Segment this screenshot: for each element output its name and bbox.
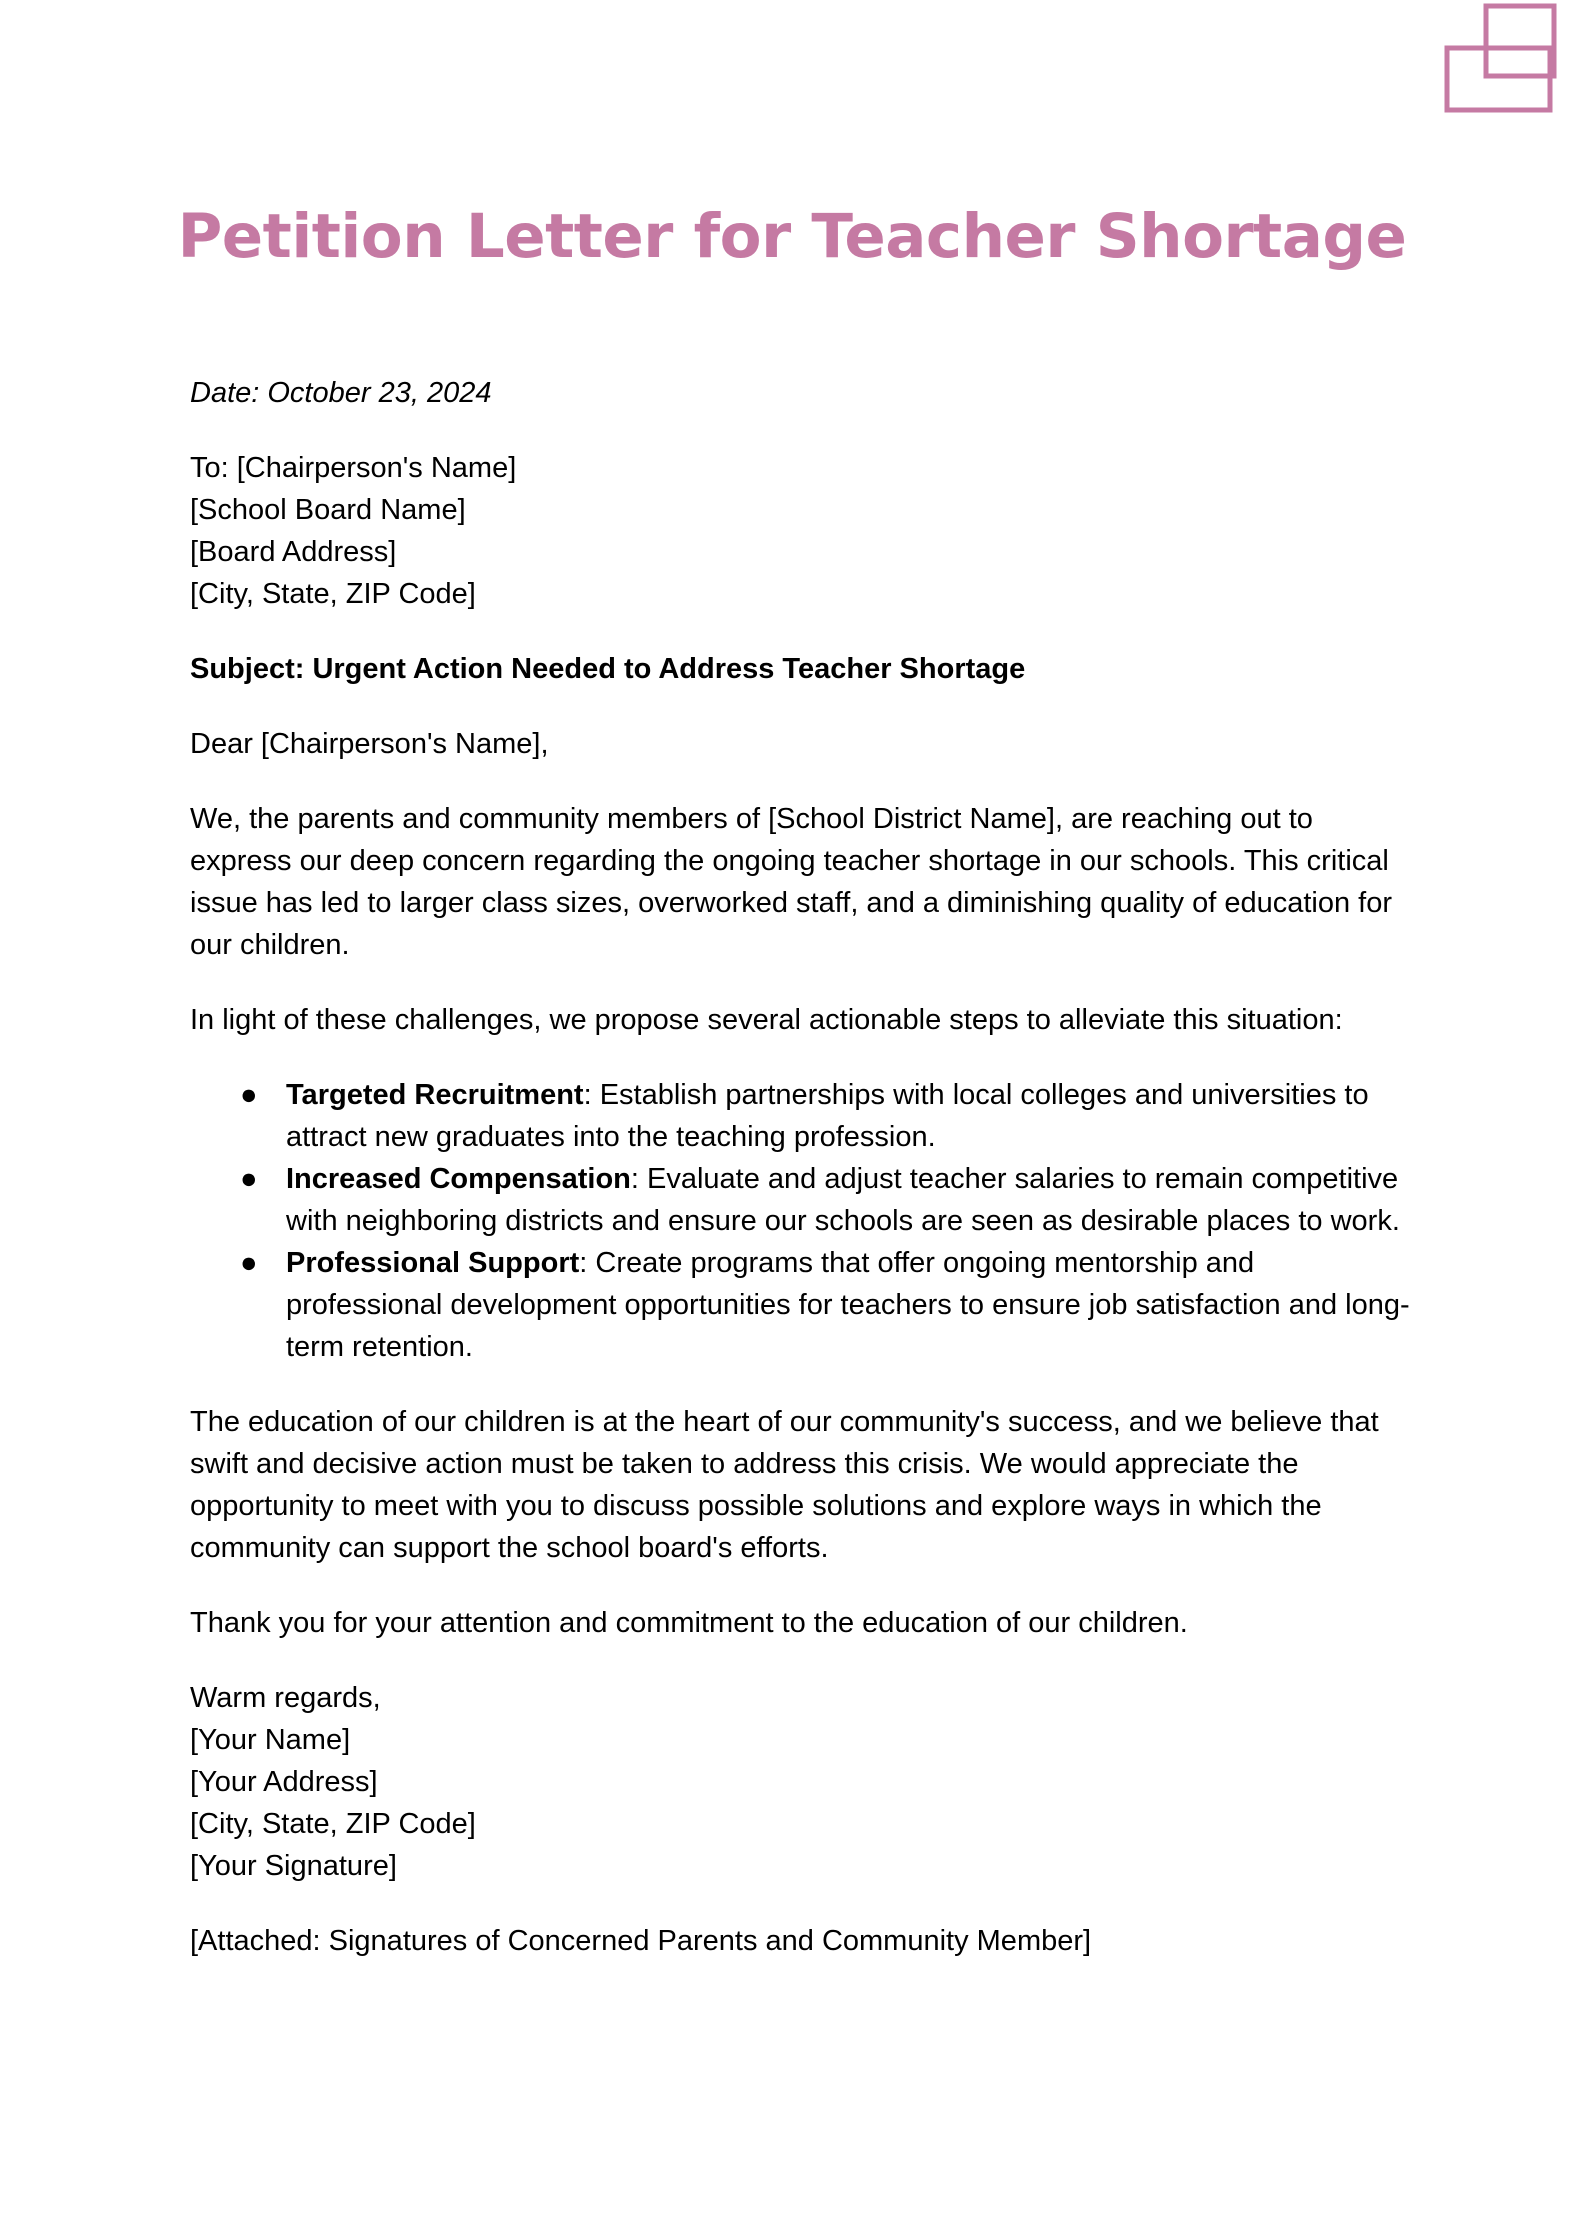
subject-line: Subject: Urgent Action Needed to Address Teacher Shortage [190, 653, 1026, 685]
recipient-line: [School Board Name] [190, 494, 466, 526]
signoff-line: [Your Name] [190, 1724, 351, 1756]
steps-list [190, 1074, 1410, 1368]
recipient-line: To: [Chairperson's Name] [190, 452, 517, 484]
signoff-line: [City, State, ZIP Code] [190, 1808, 476, 1840]
overlapping-rectangles-icon [1440, 0, 1558, 120]
recipient-line: [Board Address] [190, 536, 397, 568]
signoff-line: Warm regards, [190, 1682, 381, 1714]
letter-date: Date: October 23, 2024 [190, 377, 492, 409]
bullet-icon: ● [240, 1247, 258, 1279]
deco-rect-back [1486, 6, 1554, 76]
attachment-note: [Attached: Signatures of Concerned Parents and Community Member] [190, 1925, 1092, 1957]
list-item [190, 1158, 1410, 1242]
signoff-line: [Your Signature] [190, 1850, 397, 1882]
thanks-line: Thank you for your attention and commitment to the education of our children. [190, 1607, 1188, 1639]
page-title: Petition Letter for Teacher Shortage [177, 201, 1407, 272]
recipient-block [190, 447, 1410, 615]
step-text: : Evaluate and adjust teacher salaries to remain competitive with neighboring districts and ensure our schools are seen as desirable places to work. [286, 1163, 1400, 1237]
step-title: Professional Support [286, 1247, 580, 1279]
step-text: : Establish partnerships with local colleges and universities to attract new graduates into the teaching profession. [286, 1079, 1369, 1153]
closing-paragraph: The education of our children is at the heart of our community's success, and we believe that swift and decisive action must be taken to address this crisis. We would appreciate the opportunity to meet with you to discuss possible solutions and explore ways in which the community can support the school board's efforts. [190, 1406, 1379, 1564]
salutation: Dear [Chairperson's Name], [190, 728, 549, 760]
list-item [190, 1242, 1410, 1368]
deco-rect-front [1447, 48, 1550, 110]
proposal-intro: In light of these challenges, we propose several actionable steps to alleviate this situation: [190, 1004, 1343, 1036]
list-item [190, 1074, 1410, 1158]
signoff-line: [Your Address] [190, 1766, 378, 1798]
step-title: Increased Compensation [286, 1163, 631, 1195]
letter-body [190, 372, 1410, 1995]
bullet-icon: ● [240, 1163, 258, 1195]
bullet-icon: ● [240, 1079, 258, 1111]
intro-paragraph: We, the parents and community members of [School District Name], are reaching out to express our deep concern regarding the ongoing teacher shortage in our schools. This critical issue has led to larger class sizes, overworked staff, and a diminishing quality of education for our children. [190, 803, 1392, 961]
step-text: : Create programs that offer ongoing mentorship and professional development opportunities for teachers to ensure job satisfaction and long-term retention. [286, 1247, 1410, 1363]
signoff-block [190, 1677, 1410, 1887]
recipient-line: [City, State, ZIP Code] [190, 578, 476, 610]
step-title: Targeted Recruitment [286, 1079, 584, 1111]
